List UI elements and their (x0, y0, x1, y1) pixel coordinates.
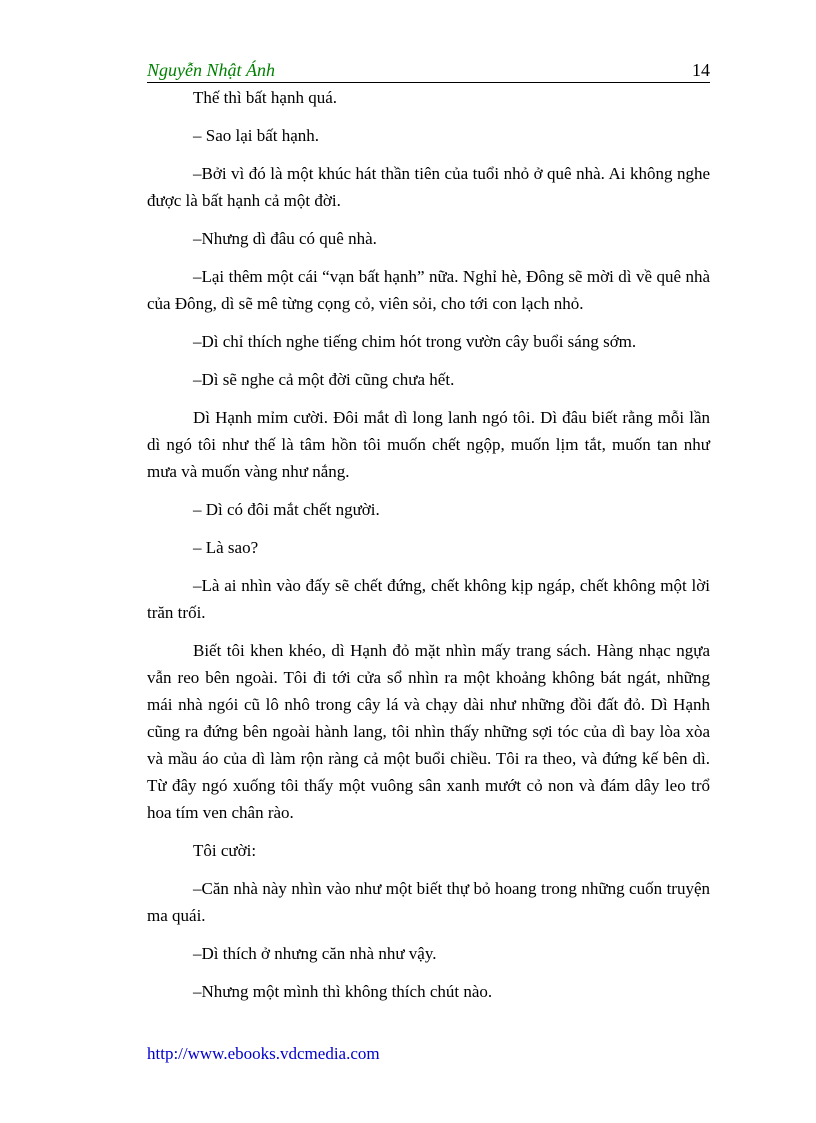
page-header (147, 60, 710, 83)
paragraph-13: Tôi cười: (193, 841, 257, 860)
paragraph-10: – Là sao? (193, 538, 259, 557)
paragraph-7: –Dì sẽ nghe cả một đời cũng chưa hết. (193, 370, 455, 389)
paragraph-3: –Bởi vì đó là một khúc hát thần tiên của tuổi nhỏ ở quê nhà. Ai không nghe được là bất hạnh cả một đời. (147, 164, 710, 210)
paragraph-8: Dì Hạnh mỉm cười. Đôi mắt dì long lanh ngó tôi. Dì đâu biết rằng mỗi lần dì ngó tôi như thế là tâm hồn tôi muốn chết ngộp, muốn lịm tắt, muốn tan như mưa và muốn vàng như nắng. (147, 408, 710, 481)
paragraph-12: Biết tôi khen khéo, dì Hạnh đỏ mặt nhìn mấy trang sách. Hàng nhạc ngựa vẫn reo bên ngoài. Tôi đi tới cửa sổ nhìn ra một khoảng không bát ngát, những mái nhà ngói cũ lô nhô trong cây lá và chạy dài như những đồi đất đỏ. Dì Hạnh cũng ra đứng bên ngoài hành lang, tôi nhìn thấy những sợi tóc của dì bay lòa xòa và mầu áo của dì làm rộn ràng cả một buổi chiều. Tôi ra theo, và đứng kế bên dì. Từ đây ngó xuống tôi thấy một vuông sân xanh mướt cỏ non và đám dây leo trổ hoa tím ven chân rào. (147, 641, 710, 822)
paragraph-15: –Dì thích ở nhưng căn nhà như vậy. (193, 944, 437, 963)
paragraph-11: –Là ai nhìn vào đấy sẽ chết đứng, chết không kịp ngáp, chết không một lời trăn trối. (147, 576, 710, 622)
paragraph-5: –Lại thêm một cái “vạn bất hạnh” nữa. Nghỉ hè, Đông sẽ mời dì về quê nhà của Đông, dì sẽ mê từng cọng cỏ, viên sỏi, cho tới con lạch nhỏ. (147, 267, 710, 313)
paragraph-9: – Dì có đôi mắt chết người. (193, 500, 380, 519)
paragraph-14: –Căn nhà này nhìn vào như một biết thự bỏ hoang trong những cuốn truyện ma quái. (147, 879, 710, 925)
paragraph-6: –Dì chỉ thích nghe tiếng chim hót trong vườn cây buổi sáng sớm. (193, 332, 637, 351)
paragraph-16: –Nhưng một mình thì không thích chút nào. (193, 982, 493, 1001)
paragraph-4: –Nhưng dì đâu có quê nhà. (193, 229, 377, 248)
paragraph-2: – Sao lại bất hạnh. (193, 126, 320, 145)
paragraph-1: Thế thì bất hạnh quá. (193, 88, 337, 107)
page-number: 14 (692, 60, 710, 80)
author-name: Nguyễn Nhật Ánh (147, 60, 275, 80)
body-text (147, 84, 710, 1005)
footer-url-link[interactable]: http://www.ebooks.vdcmedia.com (147, 1044, 380, 1063)
